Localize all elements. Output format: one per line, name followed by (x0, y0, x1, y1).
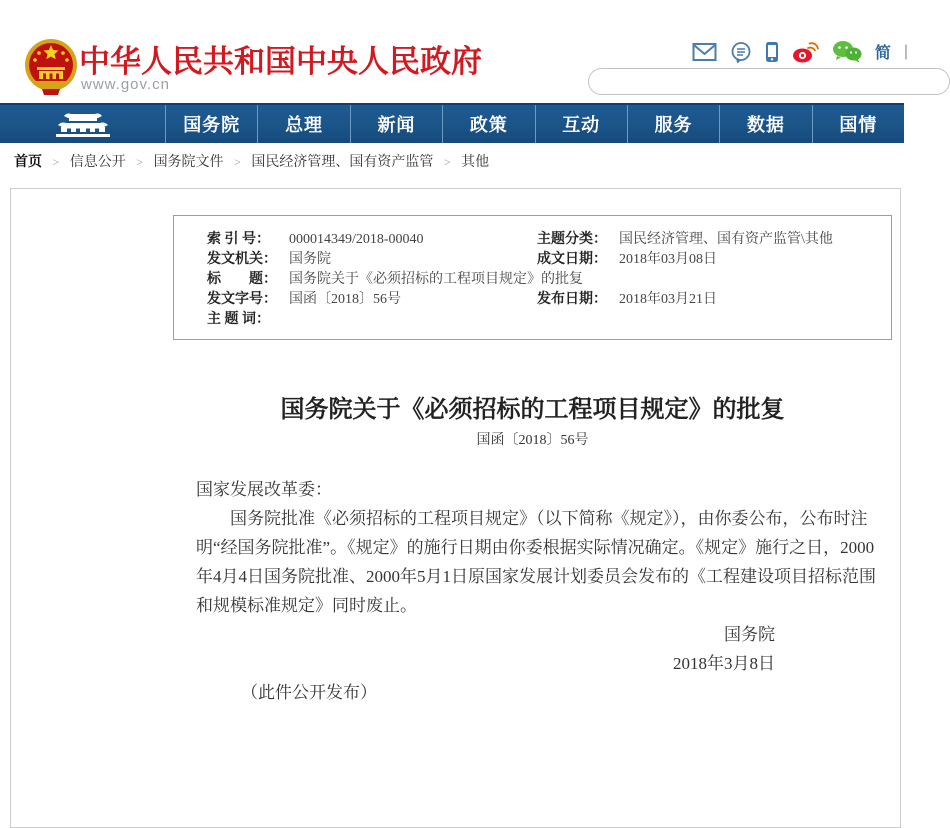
message-icon[interactable] (730, 41, 752, 63)
site-title: 中华人民共和国中央人民政府 (79, 44, 482, 79)
meta-value: 国务院关于《必须招标的工程项目规定》的批复 (289, 272, 583, 287)
document-paragraph: 国务院批准《必须招标的工程项目规定》（以下简称《规定》），由你委公布，公布时注明“经国务院批准”。《规定》的施行日期由你委根据实际情况确定。《规定》施行之日，2000年4月4日国务院批准、2000年5月1日原国家发展计划委员会发布的《工程建设项目招标范围和规模标准规定》同时废止。 (196, 509, 876, 615)
mail-icon[interactable] (692, 42, 717, 62)
national-emblem-logo[interactable] (22, 37, 80, 97)
meta-row-subject-words (207, 310, 289, 330)
document-signer: 国务院 (724, 625, 775, 644)
meta-value: 000014349/2018-00040 (289, 232, 424, 247)
breadcrumb-state-council-documents[interactable]: 国务院文件 (153, 155, 224, 170)
topbar-divider: | (903, 42, 908, 60)
document-public-release-note: （此件公开发布） (241, 683, 377, 702)
breadcrumb-separator: > (443, 155, 451, 169)
meta-label: 主题分类： (537, 232, 607, 247)
meta-value: 国务院 (289, 252, 331, 267)
meta-row-subject-category (537, 230, 833, 250)
nav-home-button[interactable] (0, 105, 165, 143)
document-metadata-table (173, 215, 892, 340)
meta-label: 发布日期： (537, 292, 607, 307)
meta-value: 2018年03月21日 (619, 292, 717, 307)
document-title: 国务院关于《必须招标的工程项目规定》的批复 (280, 397, 785, 423)
meta-row-title (207, 270, 583, 290)
search-box[interactable] (588, 68, 950, 95)
breadcrumb-other: 其他 (461, 155, 490, 170)
breadcrumb-separator: > (234, 155, 241, 169)
meta-value: 2018年03月08日 (619, 252, 717, 267)
weibo-icon[interactable] (792, 41, 819, 63)
document-salutation: 国家发展改革委： (196, 480, 332, 499)
main-nav (0, 103, 904, 143)
breadcrumb (14, 151, 489, 171)
meta-label: 发文机关： (207, 252, 277, 267)
meta-label: 标 题： (207, 272, 277, 287)
search-input[interactable] (603, 71, 937, 94)
nav-item-premier[interactable]: 总理 (257, 105, 349, 143)
document-body (196, 475, 891, 707)
meta-label: 索 引 号： (207, 232, 270, 247)
masthead (0, 0, 908, 103)
meta-row-written-date (537, 250, 717, 270)
meta-row-publish-date (537, 290, 717, 310)
breadcrumb-economy-category[interactable]: 国民经济管理、国有资产监管 (251, 155, 434, 170)
simplified-chinese-toggle[interactable]: 简 (874, 45, 891, 62)
mobile-icon[interactable] (765, 41, 779, 63)
meta-row-document-number (207, 290, 401, 310)
document-content-panel (10, 188, 901, 828)
wechat-icon[interactable] (832, 40, 862, 63)
meta-value: 国函〔2018〕56号 (289, 292, 401, 307)
topbar-icons (692, 40, 908, 63)
site-url: www.gov.cn (81, 76, 170, 93)
document-number: 国函〔2018〕56号 (476, 433, 589, 448)
nav-item-services[interactable]: 服务 (627, 105, 719, 143)
national-emblem-icon (22, 37, 80, 97)
meta-value: 国民经济管理、国有资产监管\其他 (619, 232, 833, 247)
nav-item-national-conditions[interactable]: 国情 (812, 105, 904, 143)
meta-row-index-number (207, 230, 424, 250)
meta-row-issuing-agency (207, 250, 331, 270)
breadcrumb-home[interactable]: 首页 (14, 155, 42, 170)
meta-label: 主 题 词： (207, 312, 270, 327)
nav-item-data[interactable]: 数据 (719, 105, 811, 143)
breadcrumb-info-disclosure[interactable]: 信息公开 (69, 155, 126, 170)
meta-label: 成文日期： (537, 252, 607, 267)
breadcrumb-separator: > (52, 155, 60, 169)
nav-item-interaction[interactable]: 互动 (535, 105, 627, 143)
nav-item-policy[interactable]: 政策 (442, 105, 534, 143)
nav-item-news[interactable]: 新闻 (350, 105, 442, 143)
nav-item-state-council[interactable]: 国务院 (165, 105, 257, 143)
document-sign-date: 2018年3月8日 (673, 654, 775, 673)
tiananmen-home-icon (50, 110, 116, 138)
breadcrumb-separator: > (136, 155, 144, 169)
meta-label: 发文字号： (207, 292, 277, 307)
